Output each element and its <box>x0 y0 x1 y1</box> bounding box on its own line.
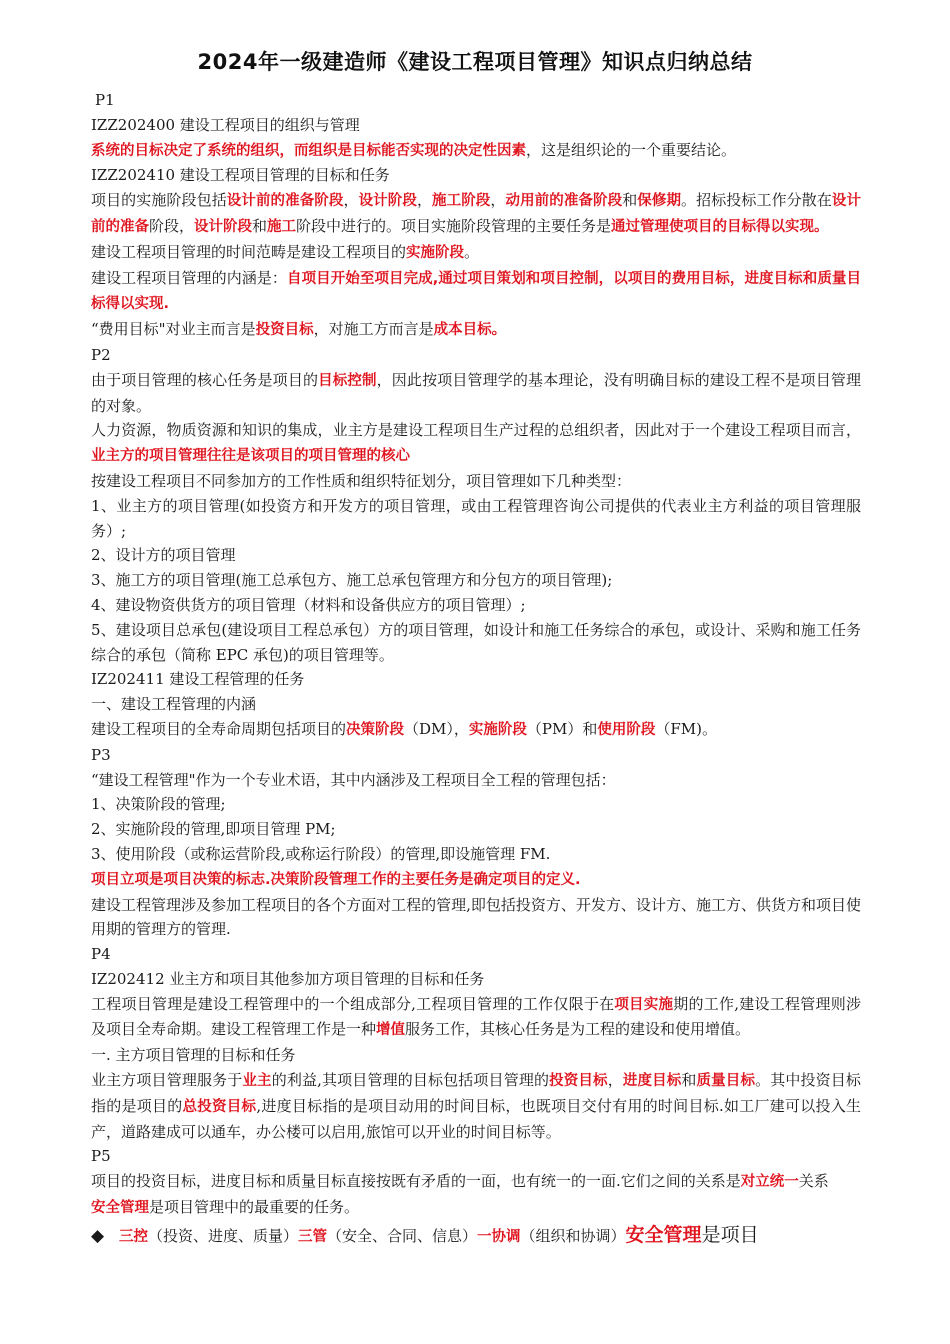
highlighted-text: 进度目标 <box>622 1073 682 1090</box>
paragraph <box>91 543 861 568</box>
highlighted-text: 通过管理使项目的目标得以实现。 <box>611 218 829 235</box>
text-segment: IZZ202410 建设工程项目管理的目标和任务 <box>91 166 390 185</box>
highlighted-text: 投资目标 <box>255 322 314 339</box>
paragraph <box>91 618 861 668</box>
text-segment: 3、施工方的项目管理(施工总承包方、施工总承包管理方和分包方的项目管理); <box>91 571 613 590</box>
highlighted-text: 保修期 <box>637 193 682 210</box>
paragraph <box>91 768 861 793</box>
text-segment: 1、决策阶段的管理; <box>91 795 226 814</box>
text-segment: P4 <box>91 945 111 964</box>
paragraph <box>91 667 861 692</box>
text-segment: 人力资源，物质资源和知识的集成，业主方是建设工程项目生产过程的总组织者，因此对于一个建设工程项目而言， <box>91 421 861 440</box>
paragraph <box>91 568 861 593</box>
text-segment: 2、实施阶段的管理,即项目管理 PM; <box>91 820 336 839</box>
text-segment: ， <box>490 191 506 210</box>
highlighted-text: 投资目标 <box>549 1073 608 1090</box>
paragraph <box>91 88 861 113</box>
text-segment: 项目的投资目标，进度目标和质量目标直接按既有矛盾的一面，也有统一的一面.它们之间的关系是 <box>91 1172 741 1191</box>
highlighted-text: 施工阶段 <box>432 193 491 210</box>
paragraph <box>91 842 861 867</box>
paragraph <box>91 593 861 618</box>
highlighted-text: 一协调 <box>477 1228 521 1245</box>
text-segment: 建设工程项目的全寿命周期包括项目的 <box>91 719 347 738</box>
text-segment: 阶段中进行的。项目实施阶段管理的主要任务是 <box>296 216 612 235</box>
highlighted-text: 目标控制 <box>318 372 377 389</box>
text-segment: 2、设计方的项目管理 <box>91 546 236 565</box>
paragraph <box>91 967 861 992</box>
text-segment: （投资、进度、质量） <box>148 1226 299 1245</box>
highlighted-text: 三控 <box>119 1228 148 1245</box>
paragraph <box>91 1195 861 1221</box>
text-segment: “费用目标"对业主而言是 <box>91 320 256 339</box>
text-segment: 关系 <box>798 1172 829 1191</box>
highlighted-text: 设计阶段 <box>194 218 253 235</box>
text-segment: 建设工程项目管理的时间范畴是建设工程项目的 <box>91 242 407 261</box>
highlighted-text: 质量目标 <box>696 1073 756 1090</box>
text-segment: 是项目管理中的最重要的任务。 <box>149 1198 360 1217</box>
paragraph <box>91 1068 861 1144</box>
text-segment: ,进度目标指的是项目动用的时间目标，也既项目交付有用的时间目标.如工厂建可以投入生产，道路建成可以通车，办公楼可以启用,旅馆可以开业的时间目标等。 <box>91 1096 861 1141</box>
paragraph <box>91 163 861 188</box>
highlighted-text: 三管 <box>298 1228 328 1245</box>
text-segment: ，对施工方而言是 <box>313 320 434 339</box>
text-segment: 4、建设物资供货方的项目管理（材料和设备供应方的项目管理）; <box>91 595 526 614</box>
paragraph <box>91 1169 861 1195</box>
highlighted-text: 安全管理 <box>625 1223 702 1246</box>
paragraph <box>91 743 861 768</box>
text-segment: IZZ202400 建设工程项目的组织与管理 <box>91 115 360 134</box>
summary-line <box>91 1223 861 1250</box>
highlighted-text: 成本目标。 <box>433 322 507 339</box>
text-segment: （安全、合同、信息） <box>327 1226 478 1245</box>
paragraph <box>91 138 861 164</box>
text-segment: （FM)。 <box>655 719 717 738</box>
paragraph <box>91 867 861 893</box>
document-body <box>91 88 861 1250</box>
paragraph <box>91 992 861 1044</box>
highlighted-text: 系统的目标决定了系统的组织，而组织是目标能否实现的决定性因素 <box>91 142 526 159</box>
highlighted-text: 动用前的准备阶段 <box>505 193 623 210</box>
highlighted-text: 安全管理 <box>91 1200 149 1217</box>
text-segment: ， <box>416 191 433 210</box>
paragraph <box>91 418 861 469</box>
text-segment: 3、使用阶段（或称运营阶段,或称运行阶段）的管理,即设施管理 FM. <box>91 844 551 863</box>
highlighted-text: 决策阶段 <box>346 721 405 738</box>
text-segment: 期的工作,建设工程管理则涉及项目全寿命期。建设工程管理工作是一种 <box>91 994 861 1039</box>
highlighted-text: 自项目开始至项目完成,通过项目策划和项目控制，以项目的费用目标，进度目标和质量目标得以实现. <box>91 270 861 313</box>
paragraph <box>91 240 861 266</box>
paragraph <box>91 469 861 494</box>
paragraph <box>91 317 861 343</box>
text-segment: IZ202411 建设工程管理的任务 <box>91 670 305 689</box>
highlighted-text: 项目实施 <box>614 996 674 1013</box>
paragraph <box>91 1144 861 1169</box>
text-segment: 工程项目管理是建设工程管理中的一个组成部分,工程项目管理的工作仅限于在 <box>91 994 615 1013</box>
text-segment: 的利益,其项目管理的目标包括项目管理的 <box>271 1071 550 1090</box>
highlighted-text: 对立统一 <box>740 1174 799 1191</box>
highlighted-text: 实施阶段 <box>468 721 527 738</box>
highlighted-text: 使用阶段 <box>597 721 656 738</box>
highlighted-text: 增值 <box>376 1022 406 1039</box>
paragraph <box>91 717 861 743</box>
highlighted-text: 总投资目标 <box>182 1098 257 1115</box>
text-segment: 。招标投标工作分散在 <box>681 191 832 210</box>
text-segment: 。 <box>464 242 480 261</box>
text-segment: “建设工程管理"作为一个专业术语，其中内涵涉及工程项目全工程的管理包括： <box>91 770 616 789</box>
highlighted-text: 业主方的项目管理往往是该项目的项目管理的核心 <box>91 448 410 465</box>
text-segment: 和 <box>252 216 268 235</box>
text-segment: 按建设工程项目不同参加方的工作性质和组织特征划分，项目管理如下几种类型： <box>91 471 632 490</box>
paragraph <box>91 692 861 717</box>
text-segment: 和 <box>622 191 638 210</box>
paragraph <box>91 817 861 842</box>
text-segment: 和 <box>681 1071 697 1090</box>
diamond-bullet-icon: ◆ <box>91 1225 105 1246</box>
paragraph <box>91 266 861 318</box>
highlighted-text: 实施阶段 <box>406 244 465 261</box>
paragraph <box>91 792 861 817</box>
text-segment: 一. 主方项目管理的目标和任务 <box>91 1046 296 1065</box>
highlighted-text: 业主 <box>242 1073 272 1090</box>
text-segment: 。其中投资目标指的是项目的 <box>91 1071 861 1115</box>
text-segment: 阶段， <box>149 216 195 235</box>
text-segment: P1 <box>95 91 115 109</box>
text-segment: 建设工程管理涉及参加工程项目的各个方面对工程的管理,即包括投资方、开发方、设计方、施工方、供货方和项目使用期的管理方的管理. <box>91 895 861 939</box>
paragraph <box>91 893 861 943</box>
text-segment: P5 <box>91 1147 111 1166</box>
text-segment: 建设工程项目管理的内涵是： <box>91 268 287 287</box>
text-segment: （DM）， <box>404 719 469 738</box>
text-segment: （组织和协调） <box>520 1226 626 1245</box>
paragraph <box>91 942 861 967</box>
highlighted-text: 项目立项是项目决策的标志.决策阶段管理工作的主要任务是确定项目的定义. <box>91 871 581 888</box>
text-segment: 1、业主方的项目管理(如投资方和开发方的项目管理，或由工程管理咨询公司提供的代表业主方利益的项目管理服务）; <box>91 496 861 540</box>
paragraph <box>91 113 861 138</box>
text-segment: 由于项目管理的核心任务是项目的 <box>91 370 319 389</box>
paragraph <box>91 188 861 240</box>
paragraph <box>91 494 861 544</box>
paragraph <box>91 368 861 419</box>
text-segment: 服务工作，其核心任务是为工程的建设和使用增值。 <box>405 1020 751 1039</box>
text-segment: ， <box>343 191 359 210</box>
text-segment: P3 <box>91 745 111 764</box>
text-segment: P2 <box>91 345 111 364</box>
text-segment: 是项目 <box>701 1223 759 1246</box>
paragraph <box>91 1043 861 1068</box>
highlighted-text: 设计阶段 <box>358 193 417 210</box>
highlighted-text: 施工 <box>267 218 297 235</box>
page-title: 2024年一级建造师《建设工程项目管理》知识点归纳总结 <box>197 50 753 74</box>
text-segment: （PM）和 <box>526 719 598 738</box>
text-segment: ，这是组织论的一个重要结论。 <box>526 140 737 159</box>
text-segment: 项目的实施阶段包括 <box>91 191 227 210</box>
paragraph <box>91 343 861 368</box>
text-segment: IZ202412 业主方和项目其他参加方项目管理的目标和任务 <box>91 969 485 988</box>
highlighted-text: 设计前的准备 <box>91 193 862 235</box>
text-segment: 5、建设项目总承包(建设项目工程总承包）方的项目管理，如设计和施工任务综合的承包，或设计、采购和施工任务综合的承包（简称 EPC 承包)的项目管理等。 <box>91 620 861 664</box>
text-segment: 一、建设工程管理的内涵 <box>91 695 257 714</box>
text-segment: ， <box>607 1071 623 1090</box>
text-segment: ，因此按项目管理学的基本理论，没有明确目标的建设工程不是项目管理的对象。 <box>91 370 861 415</box>
text-segment: 业主方项目管理服务于 <box>91 1071 243 1090</box>
highlighted-text: 设计前的准备阶段 <box>226 193 344 210</box>
